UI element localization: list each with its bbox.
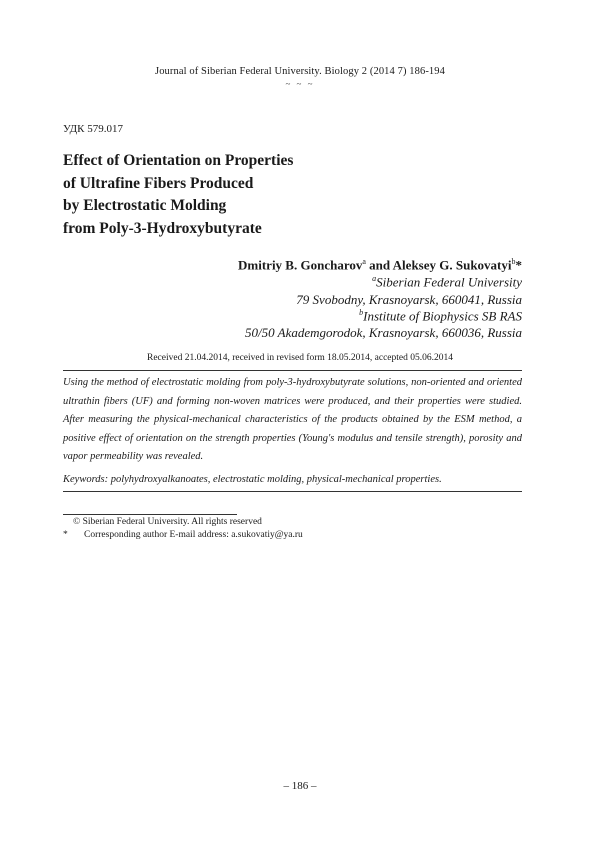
- affiliation-mark: b: [511, 257, 516, 266]
- page-number: – 186 –: [283, 780, 317, 792]
- author-name: Aleksey G. Sukovatyi: [392, 257, 512, 273]
- title-line: Effect of Orientation on Properties: [63, 152, 294, 169]
- footnote-star: *: [63, 530, 68, 540]
- affiliation-mark: a: [372, 274, 377, 283]
- author-list: [238, 257, 522, 273]
- affiliation-b: [359, 308, 522, 324]
- affiliation-address: 50/50 Akademgorodok, Krasnoyarsk, 660036, Russia: [245, 325, 522, 340]
- affiliation-name: Siberian Federal University: [376, 274, 522, 290]
- paper-title: [63, 150, 293, 240]
- received-dates: Received 21.04.2014, received in revised form 18.05.2014, accepted 05.06.2014: [146, 353, 454, 363]
- author-joiner: and: [365, 257, 393, 273]
- affiliation-name: Institute of Biophysics SB RAS: [363, 308, 522, 324]
- journal-header: Journal of Siberian Federal University. Biology 2 (2014 7) 186-194: [155, 66, 445, 77]
- divider: [63, 370, 522, 371]
- title-line: of Ultrafine Fibers Produced: [63, 174, 254, 192]
- copyright-note: © Siberian Federal University. All rights reserved: [73, 517, 262, 527]
- udk-code: УДК 579.017: [63, 123, 124, 135]
- footnote-divider: [63, 514, 237, 515]
- affiliation-mark: b: [359, 308, 364, 317]
- title-line: from Poly-3-Hydroxybutyrate: [63, 219, 262, 237]
- divider: [63, 491, 522, 492]
- keywords: Keywords: polyhydroxyalkanoates, electrostatic molding, physical-mechanical properties.: [63, 474, 442, 485]
- corresponding-author-note: [63, 530, 303, 540]
- author-name: Dmitriy B. Goncharov: [238, 257, 363, 273]
- title-line: by Electrostatic Molding: [63, 197, 227, 214]
- affiliation-mark: a: [362, 257, 366, 266]
- corresponding-mark: *: [515, 257, 522, 273]
- header-ornament: ~ ~ ~: [285, 79, 315, 89]
- affiliation-address: 79 Svobodny, Krasnoyarsk, 660041, Russia: [296, 292, 522, 307]
- corresponding-email: Corresponding author E-mail address: a.sukovatiy@ya.ru: [84, 530, 303, 540]
- abstract: Using the method of electrostatic molding from poly-3-hydroxybutyrate solutions, non-oriented and oriented ultrathin fibers (UF) and forming non-woven matrices were produced, and their properties were studied. After measuring the physical-mechanical characteristics of the products obtained by the ESM method, a positive effect of orientation on the strength properties (Young's modulus and tensile strength), porosity and vapor permeability was revealed.: [63, 377, 522, 462]
- affiliation-a: [372, 274, 522, 290]
